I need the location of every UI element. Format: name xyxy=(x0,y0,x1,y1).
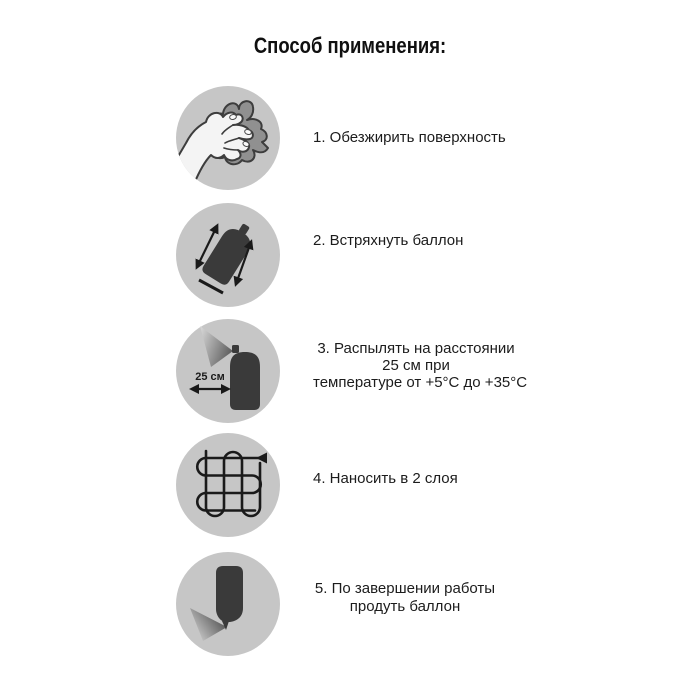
step-2-text xyxy=(313,232,463,249)
page-title: Способ применения: xyxy=(253,33,447,58)
can-nozzle xyxy=(232,345,239,353)
spray-distance-icon xyxy=(176,319,280,423)
step-5-line-1: 5. По завершении работы xyxy=(314,580,496,597)
spray-can-shape xyxy=(230,352,260,410)
hand-shape xyxy=(176,113,253,184)
step-4-line-1: 4. Наносить в 2 слоя xyxy=(313,470,458,487)
step-5-icon-circle xyxy=(176,552,280,656)
direction-arrow xyxy=(256,453,267,464)
step-5-line-2: продуть баллон xyxy=(349,598,461,615)
step-2-line-1: 2. Встряхнуть баллон xyxy=(313,232,464,249)
distance-label: 25 см xyxy=(195,371,225,383)
step-1-icon-circle xyxy=(176,86,280,190)
step-1-line-1: 1. Обезжирить поверхность xyxy=(313,129,506,146)
step-4-text xyxy=(313,470,458,487)
step-3-line-3: температуре от +5°С до +35°С xyxy=(313,374,528,391)
pattern-vertical-path xyxy=(206,451,260,516)
spray-can-shape xyxy=(200,217,259,286)
step-3-text xyxy=(313,340,528,391)
step-4-icon-circle xyxy=(176,433,280,537)
step-3-line-1: 3. Распылять на расстоянии xyxy=(317,340,515,357)
hand-cloth-icon xyxy=(176,86,280,190)
step-1-text xyxy=(313,129,506,146)
step-2-icon-circle xyxy=(176,203,280,307)
shake-can-icon xyxy=(176,203,280,307)
step-3-line-2: 25 см при xyxy=(382,357,450,374)
spray-can-shape xyxy=(216,566,243,622)
spray-cone xyxy=(200,326,233,367)
purge-can-icon xyxy=(176,552,280,656)
step-3-icon-circle xyxy=(176,319,280,423)
step-5-text xyxy=(313,580,497,616)
spray-pattern-icon xyxy=(176,433,280,537)
